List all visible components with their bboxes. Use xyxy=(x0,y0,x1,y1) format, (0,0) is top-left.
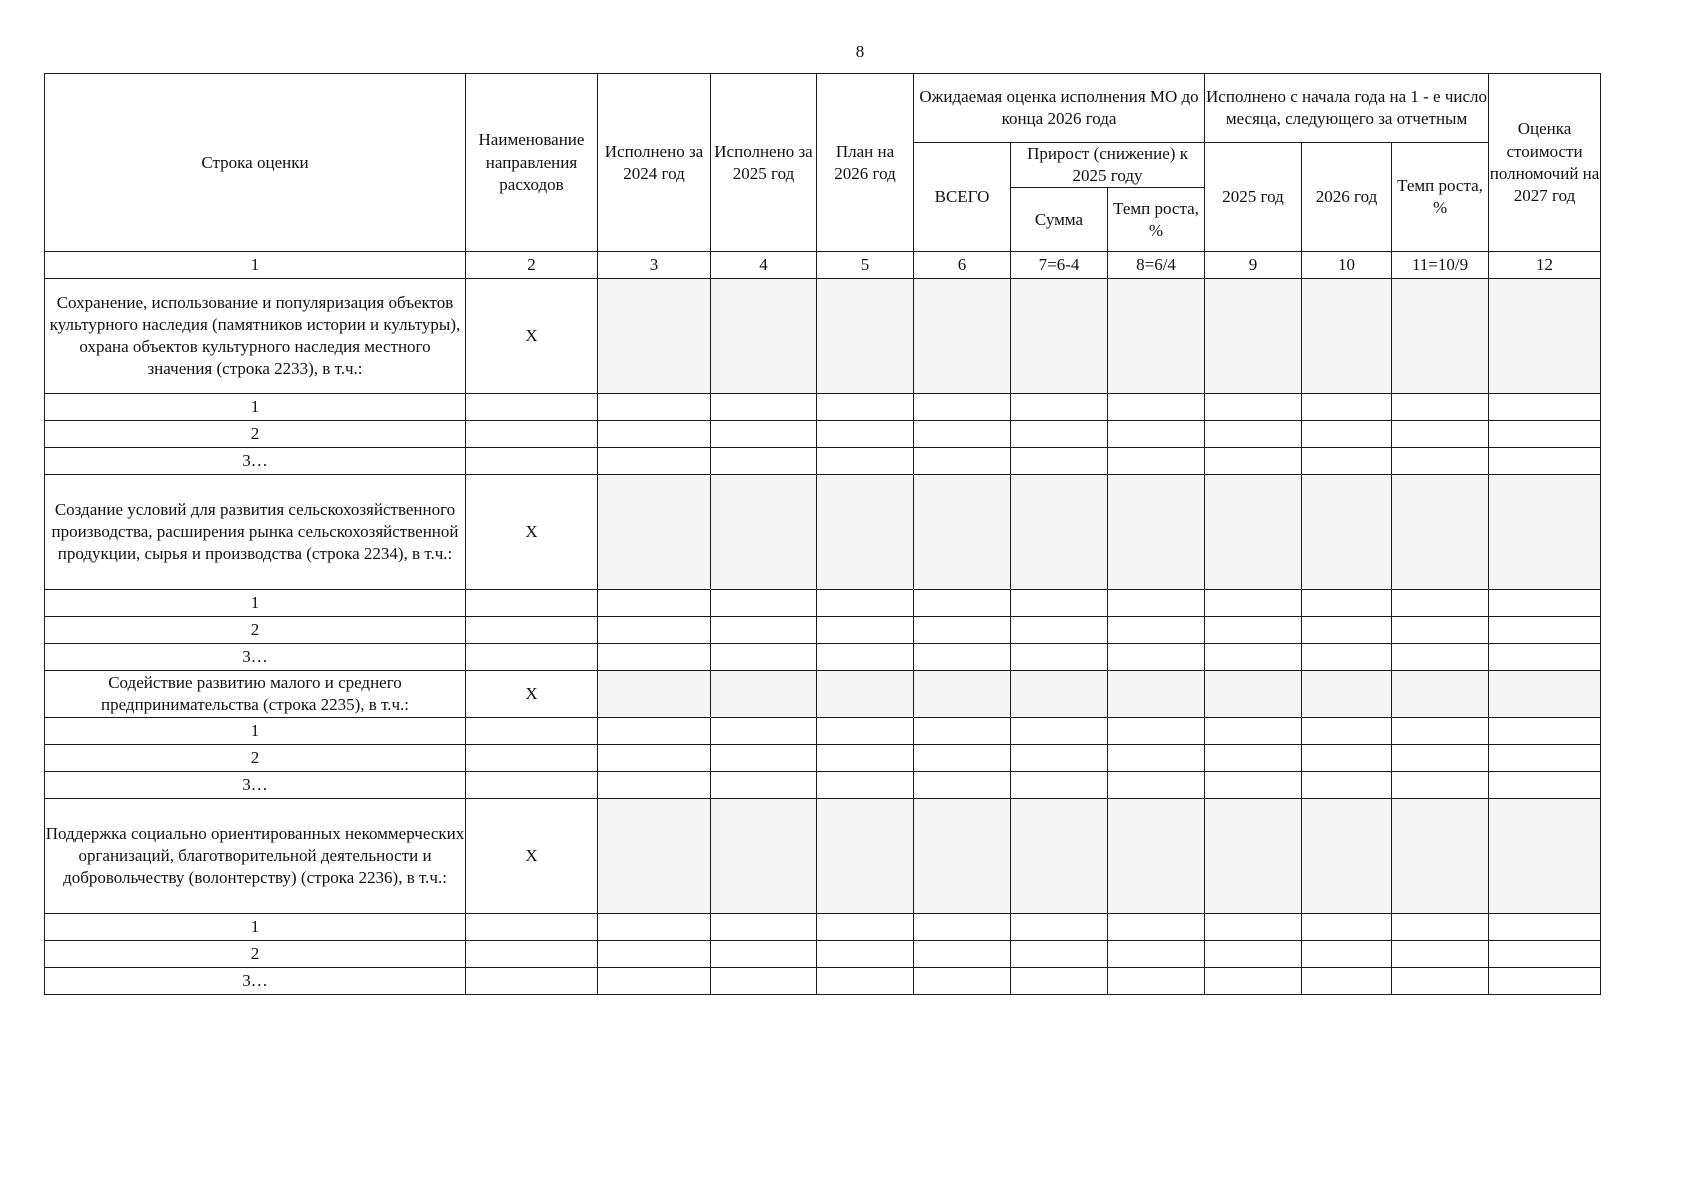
value-cell xyxy=(914,394,1011,421)
expense-direction-cell xyxy=(466,394,598,421)
value-cell xyxy=(1392,279,1489,394)
value-cell xyxy=(914,772,1011,799)
expense-direction-cell xyxy=(466,968,598,995)
section-title: Содействие развитию малого и среднего предпринимательства (строка 2235), в т.ч.: xyxy=(45,671,466,718)
value-cell xyxy=(1011,671,1108,718)
value-cell xyxy=(1108,718,1205,745)
value-cell xyxy=(1108,394,1205,421)
value-cell xyxy=(914,279,1011,394)
row-number: 1 xyxy=(45,590,466,617)
value-cell xyxy=(1011,421,1108,448)
value-cell xyxy=(1489,968,1601,995)
value-cell xyxy=(598,590,711,617)
column-number: 12 xyxy=(1489,252,1601,279)
value-cell xyxy=(1205,617,1302,644)
value-cell xyxy=(711,718,817,745)
row-number: 1 xyxy=(45,394,466,421)
header-year-2026: 2026 год xyxy=(1302,143,1392,252)
value-cell xyxy=(1489,448,1601,475)
value-cell xyxy=(817,968,914,995)
value-cell xyxy=(1392,421,1489,448)
value-cell xyxy=(817,914,914,941)
value-cell xyxy=(1489,421,1601,448)
row-number: 3… xyxy=(45,772,466,799)
table-row xyxy=(45,448,1601,475)
value-cell xyxy=(1302,941,1392,968)
value-cell xyxy=(1392,644,1489,671)
value-cell xyxy=(1489,941,1601,968)
value-cell xyxy=(1489,671,1601,718)
value-cell xyxy=(1011,941,1108,968)
value-cell xyxy=(1108,617,1205,644)
value-cell xyxy=(1489,475,1601,590)
header-row-label: Строка оценки xyxy=(45,74,466,252)
value-cell xyxy=(598,644,711,671)
value-cell xyxy=(1011,718,1108,745)
value-cell xyxy=(711,745,817,772)
value-cell xyxy=(1108,644,1205,671)
value-cell xyxy=(1108,799,1205,914)
value-cell xyxy=(711,914,817,941)
value-cell xyxy=(1011,394,1108,421)
value-cell xyxy=(711,590,817,617)
value-cell xyxy=(1489,644,1601,671)
header-executed-since-year-start: Исполнено с начала года на 1 - е число месяца, следующего за отчетным xyxy=(1205,74,1489,143)
value-cell xyxy=(914,448,1011,475)
value-cell xyxy=(1108,279,1205,394)
table-section-row xyxy=(45,475,1601,590)
expense-direction-cell xyxy=(466,644,598,671)
value-cell xyxy=(1392,617,1489,644)
value-cell xyxy=(1011,799,1108,914)
value-cell xyxy=(1302,718,1392,745)
header-powers-cost-2027: Оценка стоимости полномочий на 2027 год xyxy=(1489,74,1601,252)
value-cell xyxy=(598,941,711,968)
row-number: 1 xyxy=(45,718,466,745)
header-expense-direction: Наименование направления расходов xyxy=(466,74,598,252)
row-number: 2 xyxy=(45,941,466,968)
value-cell xyxy=(914,671,1011,718)
table-row xyxy=(45,914,1601,941)
column-number: 2 xyxy=(466,252,598,279)
value-cell xyxy=(817,941,914,968)
value-cell xyxy=(1392,914,1489,941)
expense-direction-cell: Х xyxy=(466,475,598,590)
value-cell xyxy=(1302,644,1392,671)
value-cell xyxy=(1489,590,1601,617)
value-cell xyxy=(1011,772,1108,799)
header-plan-2026: План на 2026 год xyxy=(817,74,914,252)
value-cell xyxy=(598,448,711,475)
header-growth-2025: Прирост (снижение) к 2025 году xyxy=(1011,143,1205,188)
expense-direction-cell xyxy=(466,421,598,448)
table-row xyxy=(45,968,1601,995)
value-cell xyxy=(1011,475,1108,590)
table-section-row xyxy=(45,279,1601,394)
column-number: 1 xyxy=(45,252,466,279)
header-growth-rate-executed: Темп роста, % xyxy=(1392,143,1489,252)
column-number: 5 xyxy=(817,252,914,279)
assessment-table xyxy=(44,73,1601,995)
value-cell xyxy=(598,475,711,590)
value-cell xyxy=(914,968,1011,995)
column-number: 6 xyxy=(914,252,1011,279)
table-row xyxy=(45,421,1601,448)
value-cell xyxy=(1205,941,1302,968)
value-cell xyxy=(1205,644,1302,671)
value-cell xyxy=(1011,590,1108,617)
column-number: 8=6/4 xyxy=(1108,252,1205,279)
value-cell xyxy=(817,394,914,421)
header-executed-2024: Исполнено за 2024 год xyxy=(598,74,711,252)
column-number: 4 xyxy=(711,252,817,279)
value-cell xyxy=(1205,745,1302,772)
expense-direction-cell xyxy=(466,448,598,475)
page-number: 8 xyxy=(855,42,865,61)
value-cell xyxy=(817,718,914,745)
value-cell xyxy=(914,644,1011,671)
value-cell xyxy=(1392,772,1489,799)
value-cell xyxy=(817,421,914,448)
value-cell xyxy=(1392,671,1489,718)
expense-direction-cell: Х xyxy=(466,799,598,914)
value-cell xyxy=(1392,394,1489,421)
value-cell xyxy=(817,799,914,914)
row-number: 3… xyxy=(45,644,466,671)
value-cell xyxy=(711,279,817,394)
value-cell xyxy=(598,617,711,644)
value-cell xyxy=(1302,772,1392,799)
value-cell xyxy=(914,799,1011,914)
value-cell xyxy=(1108,421,1205,448)
value-cell xyxy=(914,617,1011,644)
header-total: ВСЕГО xyxy=(914,143,1011,252)
column-number: 11=10/9 xyxy=(1392,252,1489,279)
value-cell xyxy=(1205,968,1302,995)
value-cell xyxy=(914,475,1011,590)
value-cell xyxy=(1489,914,1601,941)
value-cell xyxy=(1205,421,1302,448)
header-sum: Сумма xyxy=(1011,188,1108,252)
value-cell xyxy=(1302,799,1392,914)
row-number: 3… xyxy=(45,448,466,475)
value-cell xyxy=(1011,279,1108,394)
value-cell xyxy=(1011,745,1108,772)
value-cell xyxy=(1011,448,1108,475)
section-title: Поддержка социально ориентированных некоммерческих организаций, благотворительной деятельности и добровольчеству (волонтерству) (строка 2236), в т.ч.: xyxy=(45,799,466,914)
value-cell xyxy=(1489,617,1601,644)
table-body xyxy=(45,279,1601,995)
value-cell xyxy=(1392,475,1489,590)
value-cell xyxy=(711,772,817,799)
value-cell xyxy=(1108,590,1205,617)
value-cell xyxy=(1489,772,1601,799)
value-cell xyxy=(1205,448,1302,475)
expense-direction-cell: Х xyxy=(466,671,598,718)
value-cell xyxy=(914,590,1011,617)
value-cell xyxy=(1392,718,1489,745)
table-row xyxy=(45,941,1601,968)
value-cell xyxy=(598,394,711,421)
value-cell xyxy=(711,644,817,671)
table-row xyxy=(45,718,1601,745)
value-cell xyxy=(914,941,1011,968)
value-cell xyxy=(817,279,914,394)
value-cell xyxy=(598,421,711,448)
value-cell xyxy=(711,475,817,590)
expense-direction-cell xyxy=(466,941,598,968)
value-cell xyxy=(1011,617,1108,644)
value-cell xyxy=(1302,475,1392,590)
expense-direction-cell xyxy=(466,617,598,644)
header-expected-estimate: Ожидаемая оценка исполнения МО до конца 2026 года xyxy=(914,74,1205,143)
value-cell xyxy=(598,279,711,394)
table-row xyxy=(45,772,1601,799)
value-cell xyxy=(598,799,711,914)
value-cell xyxy=(1302,914,1392,941)
expense-direction-cell xyxy=(466,745,598,772)
value-cell xyxy=(817,448,914,475)
value-cell xyxy=(1011,914,1108,941)
header-growth-rate-expected: Темп роста, % xyxy=(1108,188,1205,252)
table-section-row xyxy=(45,799,1601,914)
value-cell xyxy=(1489,279,1601,394)
value-cell xyxy=(817,644,914,671)
value-cell xyxy=(817,671,914,718)
value-cell xyxy=(817,617,914,644)
value-cell xyxy=(1108,772,1205,799)
value-cell xyxy=(711,448,817,475)
value-cell xyxy=(711,941,817,968)
value-cell xyxy=(817,590,914,617)
value-cell xyxy=(914,718,1011,745)
value-cell xyxy=(1392,590,1489,617)
row-number: 1 xyxy=(45,914,466,941)
value-cell xyxy=(1392,745,1489,772)
column-numbers-row xyxy=(45,252,1601,279)
value-cell xyxy=(1489,745,1601,772)
value-cell xyxy=(598,745,711,772)
value-cell xyxy=(1205,475,1302,590)
value-cell xyxy=(1205,671,1302,718)
value-cell xyxy=(1392,941,1489,968)
table-row xyxy=(45,394,1601,421)
value-cell xyxy=(1302,671,1392,718)
value-cell xyxy=(1302,617,1392,644)
value-cell xyxy=(1205,394,1302,421)
expense-direction-cell: Х xyxy=(466,279,598,394)
value-cell xyxy=(598,772,711,799)
value-cell xyxy=(1205,718,1302,745)
value-cell xyxy=(711,799,817,914)
column-number: 3 xyxy=(598,252,711,279)
value-cell xyxy=(817,772,914,799)
section-title: Сохранение, использование и популяризация объектов культурного наследия (памятников истории и культуры), охрана объектов культурного наследия местного значения (строка 2233), в т.ч.: xyxy=(45,279,466,394)
table-section-row xyxy=(45,671,1601,718)
value-cell xyxy=(1489,799,1601,914)
value-cell xyxy=(711,421,817,448)
row-number: 2 xyxy=(45,421,466,448)
value-cell xyxy=(1302,421,1392,448)
value-cell xyxy=(1392,968,1489,995)
row-number: 2 xyxy=(45,617,466,644)
value-cell xyxy=(817,475,914,590)
value-cell xyxy=(1108,968,1205,995)
value-cell xyxy=(1489,394,1601,421)
value-cell xyxy=(1011,968,1108,995)
value-cell xyxy=(1205,772,1302,799)
value-cell xyxy=(711,671,817,718)
value-cell xyxy=(1489,718,1601,745)
header-year-2025: 2025 год xyxy=(1205,143,1302,252)
value-cell xyxy=(1108,941,1205,968)
table-row xyxy=(45,590,1601,617)
value-cell xyxy=(914,914,1011,941)
value-cell xyxy=(711,394,817,421)
value-cell xyxy=(1205,799,1302,914)
expense-direction-cell xyxy=(466,590,598,617)
value-cell xyxy=(1108,745,1205,772)
table-row xyxy=(45,745,1601,772)
value-cell xyxy=(914,421,1011,448)
value-cell xyxy=(711,968,817,995)
row-number: 2 xyxy=(45,745,466,772)
expense-direction-cell xyxy=(466,718,598,745)
expense-direction-cell xyxy=(466,772,598,799)
value-cell xyxy=(598,968,711,995)
value-cell xyxy=(1302,448,1392,475)
column-number: 10 xyxy=(1302,252,1392,279)
value-cell xyxy=(1302,590,1392,617)
column-number: 9 xyxy=(1205,252,1302,279)
column-number: 7=6-4 xyxy=(1011,252,1108,279)
value-cell xyxy=(1108,671,1205,718)
value-cell xyxy=(598,718,711,745)
value-cell xyxy=(1302,745,1392,772)
value-cell xyxy=(1205,279,1302,394)
value-cell xyxy=(1392,448,1489,475)
value-cell xyxy=(1108,914,1205,941)
value-cell xyxy=(1205,914,1302,941)
header-executed-2025: Исполнено за 2025 год xyxy=(711,74,817,252)
value-cell xyxy=(598,914,711,941)
value-cell xyxy=(1302,279,1392,394)
row-number: 3… xyxy=(45,968,466,995)
value-cell xyxy=(1011,644,1108,671)
value-cell xyxy=(1108,475,1205,590)
table-row xyxy=(45,644,1601,671)
expense-direction-cell xyxy=(466,914,598,941)
value-cell xyxy=(1392,799,1489,914)
value-cell xyxy=(1205,590,1302,617)
value-cell xyxy=(1302,968,1392,995)
value-cell xyxy=(914,745,1011,772)
value-cell xyxy=(598,671,711,718)
value-cell xyxy=(1108,448,1205,475)
value-cell xyxy=(711,617,817,644)
value-cell xyxy=(1302,394,1392,421)
table-row xyxy=(45,617,1601,644)
section-title: Создание условий для развития сельскохозяйственного производства, расширения рынка сельскохозяйственной продукции, сырья и производства (строка 2234), в т.ч.: xyxy=(45,475,466,590)
value-cell xyxy=(817,745,914,772)
